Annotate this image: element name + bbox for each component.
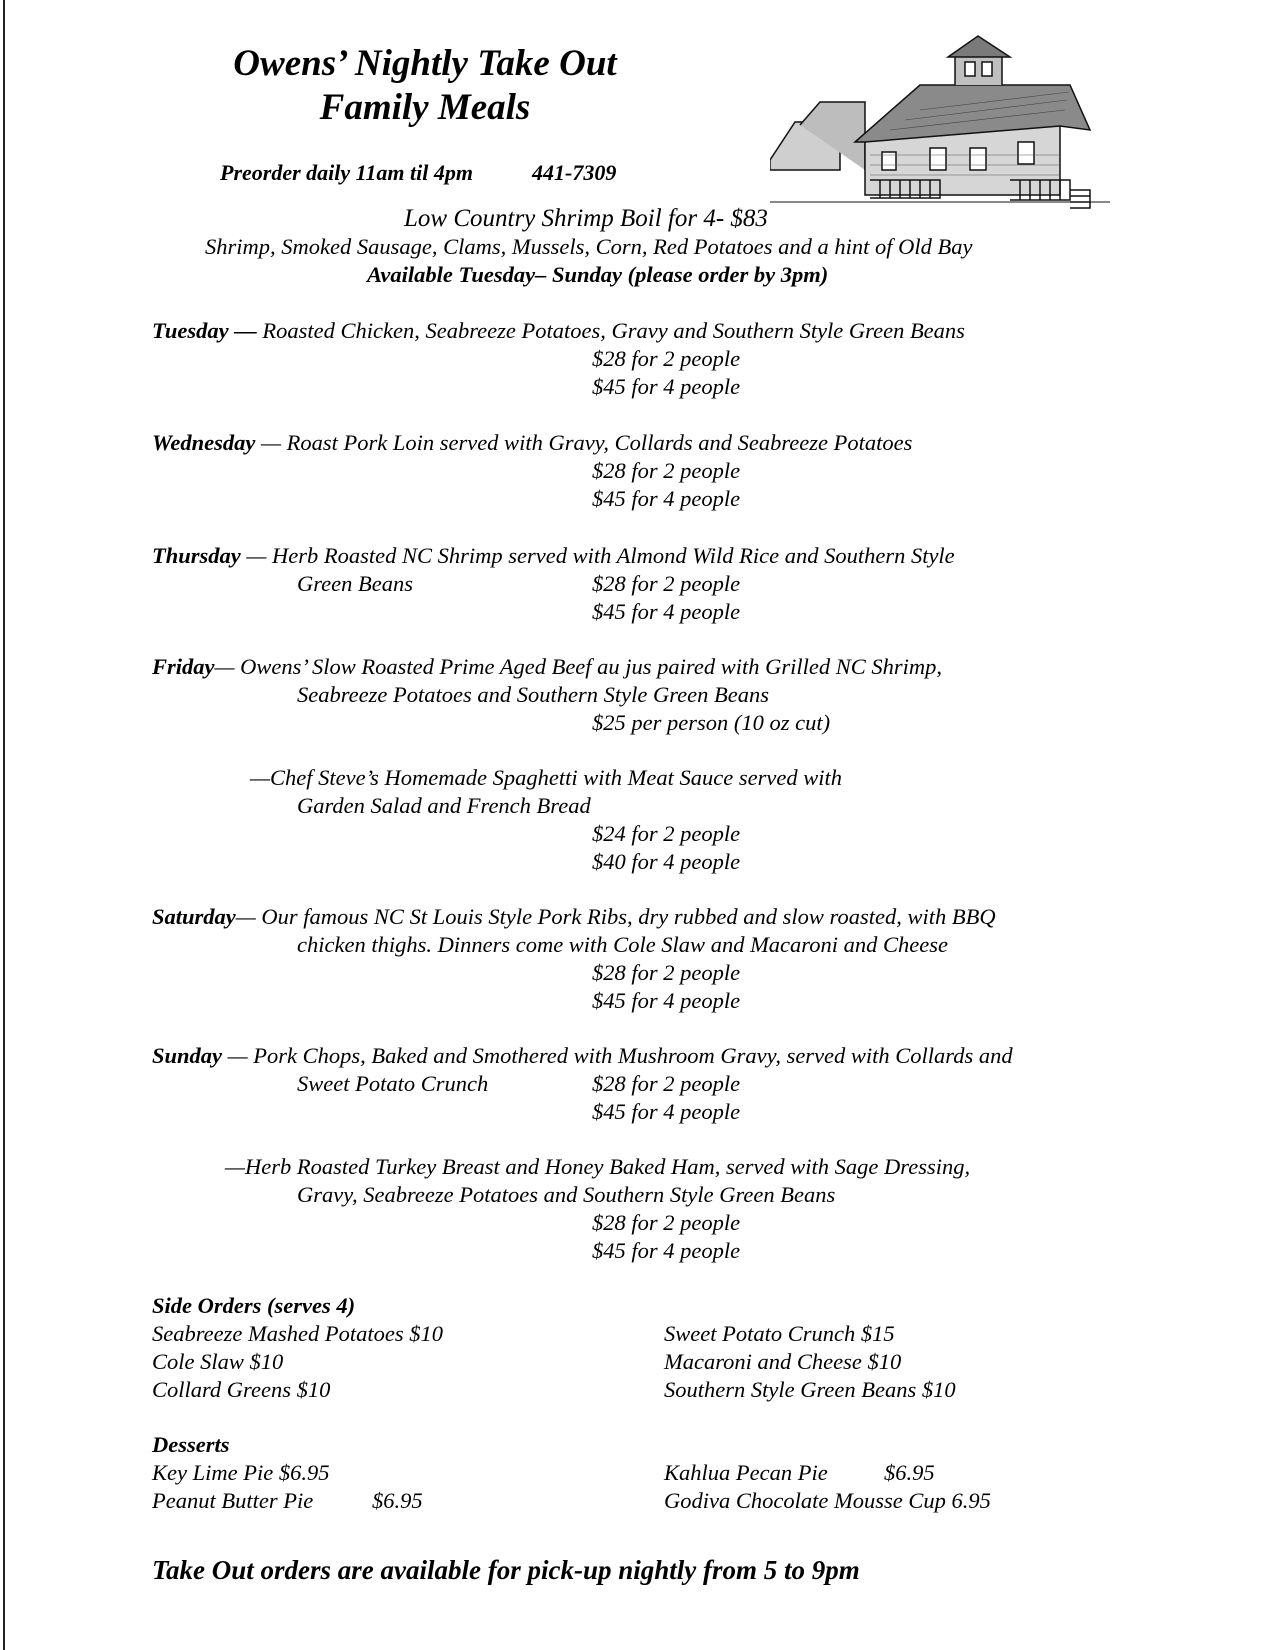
thursday-description-cont: Green Beans <box>297 571 414 596</box>
side-item: Sweet Potato Crunch $15 <box>664 1321 895 1346</box>
menu-title-line1: Owens’ Nightly Take Out <box>233 43 617 84</box>
wednesday-entry <box>152 430 912 456</box>
dessert-item: Godiva Chocolate Mousse Cup 6.95 <box>664 1488 991 1513</box>
pickup-hours-footer: Take Out orders are available for pick-up nightly from 5 to 9pm <box>152 1555 860 1585</box>
restaurant-house-illustration <box>770 30 1130 210</box>
wednesday-price-4: $45 for 4 people <box>592 486 741 511</box>
tuesday-description: Roasted Chicken, Seabreeze Potatoes, Gravy and Southern Style Green Beans <box>256 318 965 343</box>
shrimp-boil-description: Shrimp, Smoked Sausage, Clams, Mussels, Corn, Red Potatoes and a hint of Old Bay <box>205 234 973 259</box>
friday-alt-description: —Chef Steve’s Homemade Spaghetti with Meat Sauce served with <box>250 765 842 790</box>
friday-description: — Owens’ Slow Roasted Prime Aged Beef au jus paired with Grilled NC Shrimp, <box>214 654 942 679</box>
desserts-heading: Desserts <box>152 1432 230 1457</box>
saturday-description: — Our famous NC St Louis Style Pork Ribs, dry rubbed and slow roasted, with BBQ <box>235 904 996 929</box>
side-item: Collard Greens $10 <box>152 1377 331 1402</box>
tuesday-entry <box>152 318 965 344</box>
friday-alt-price-2: $24 for 2 people <box>592 821 741 846</box>
saturday-price-2: $28 for 2 people <box>592 960 741 985</box>
side-item: Seabreeze Mashed Potatoes $10 <box>152 1321 443 1346</box>
day-label-saturday: Saturday <box>152 904 236 929</box>
shrimp-boil-availability: Available Tuesday– Sunday (please order by 3pm) <box>367 262 829 287</box>
day-label-friday: Friday <box>152 654 215 679</box>
page-edge-rule <box>3 0 5 1650</box>
wednesday-description: — Roast Pork Loin served with Gravy, Collards and Seabreeze Potatoes <box>255 430 913 455</box>
side-orders-heading: Side Orders (serves 4) <box>152 1293 356 1318</box>
sunday-alt-price-4: $45 for 4 people <box>592 1238 741 1263</box>
side-item: Southern Style Green Beans $10 <box>664 1377 956 1402</box>
friday-entry <box>152 654 942 680</box>
shrimp-boil-title: Low Country Shrimp Boil for 4- $83 <box>404 205 768 232</box>
sunday-price-4: $45 for 4 people <box>592 1099 741 1124</box>
menu-title-line2: Family Meals <box>319 87 531 128</box>
dessert-item: Key Lime Pie $6.95 <box>152 1460 330 1485</box>
thursday-entry <box>152 543 955 569</box>
phone-number: 441-7309 <box>532 160 617 185</box>
side-item: Cole Slaw $10 <box>152 1349 284 1374</box>
saturday-description-cont: chicken thighs. Dinners come with Cole Slaw and Macaroni and Cheese <box>297 932 948 957</box>
sunday-alt-description-cont: Gravy, Seabreeze Potatoes and Southern Style Green Beans <box>297 1182 836 1207</box>
dessert-item: Kahlua Pecan Pie <box>664 1460 828 1485</box>
day-label-wednesday: Wednesday <box>152 430 256 455</box>
saturday-price-4: $45 for 4 people <box>592 988 741 1013</box>
sunday-description-cont: Sweet Potato Crunch <box>297 1071 489 1096</box>
side-item: Macaroni and Cheese $10 <box>664 1349 902 1374</box>
thursday-price-2: $28 for 2 people <box>592 571 741 596</box>
sunday-alt-description: —Herb Roasted Turkey Breast and Honey Baked Ham, served with Sage Dressing, <box>225 1154 971 1179</box>
tuesday-price-2: $28 for 2 people <box>592 346 741 371</box>
day-label-thursday: Thursday <box>152 543 241 568</box>
saturday-entry <box>152 904 996 930</box>
wednesday-price-2: $28 for 2 people <box>592 458 741 483</box>
sunday-description: — Pork Chops, Baked and Smothered with Mushroom Gravy, served with Collards and <box>222 1043 1013 1068</box>
day-label-tuesday: Tuesday — <box>152 318 257 343</box>
day-label-sunday: Sunday <box>152 1043 223 1068</box>
dessert-item: Peanut Butter Pie <box>152 1488 314 1513</box>
friday-alt-description-cont: Garden Salad and French Bread <box>297 793 591 818</box>
sunday-price-2: $28 for 2 people <box>592 1071 741 1096</box>
thursday-price-4: $45 for 4 people <box>592 599 741 624</box>
sunday-alt-price-2: $28 for 2 people <box>592 1210 741 1235</box>
preorder-hours: Preorder daily 11am til 4pm <box>220 160 473 185</box>
friday-alt-price-4: $40 for 4 people <box>592 849 741 874</box>
thursday-description: — Herb Roasted NC Shrimp served with Almond Wild Rice and Southern Style <box>240 543 955 568</box>
friday-price: $25 per person (10 oz cut) <box>592 710 831 735</box>
dessert-price: $6.95 <box>372 1488 423 1513</box>
sunday-entry <box>152 1043 1013 1069</box>
friday-description-cont: Seabreeze Potatoes and Southern Style Green Beans <box>297 682 769 707</box>
dessert-price: $6.95 <box>884 1460 935 1485</box>
tuesday-price-4: $45 for 4 people <box>592 374 741 399</box>
